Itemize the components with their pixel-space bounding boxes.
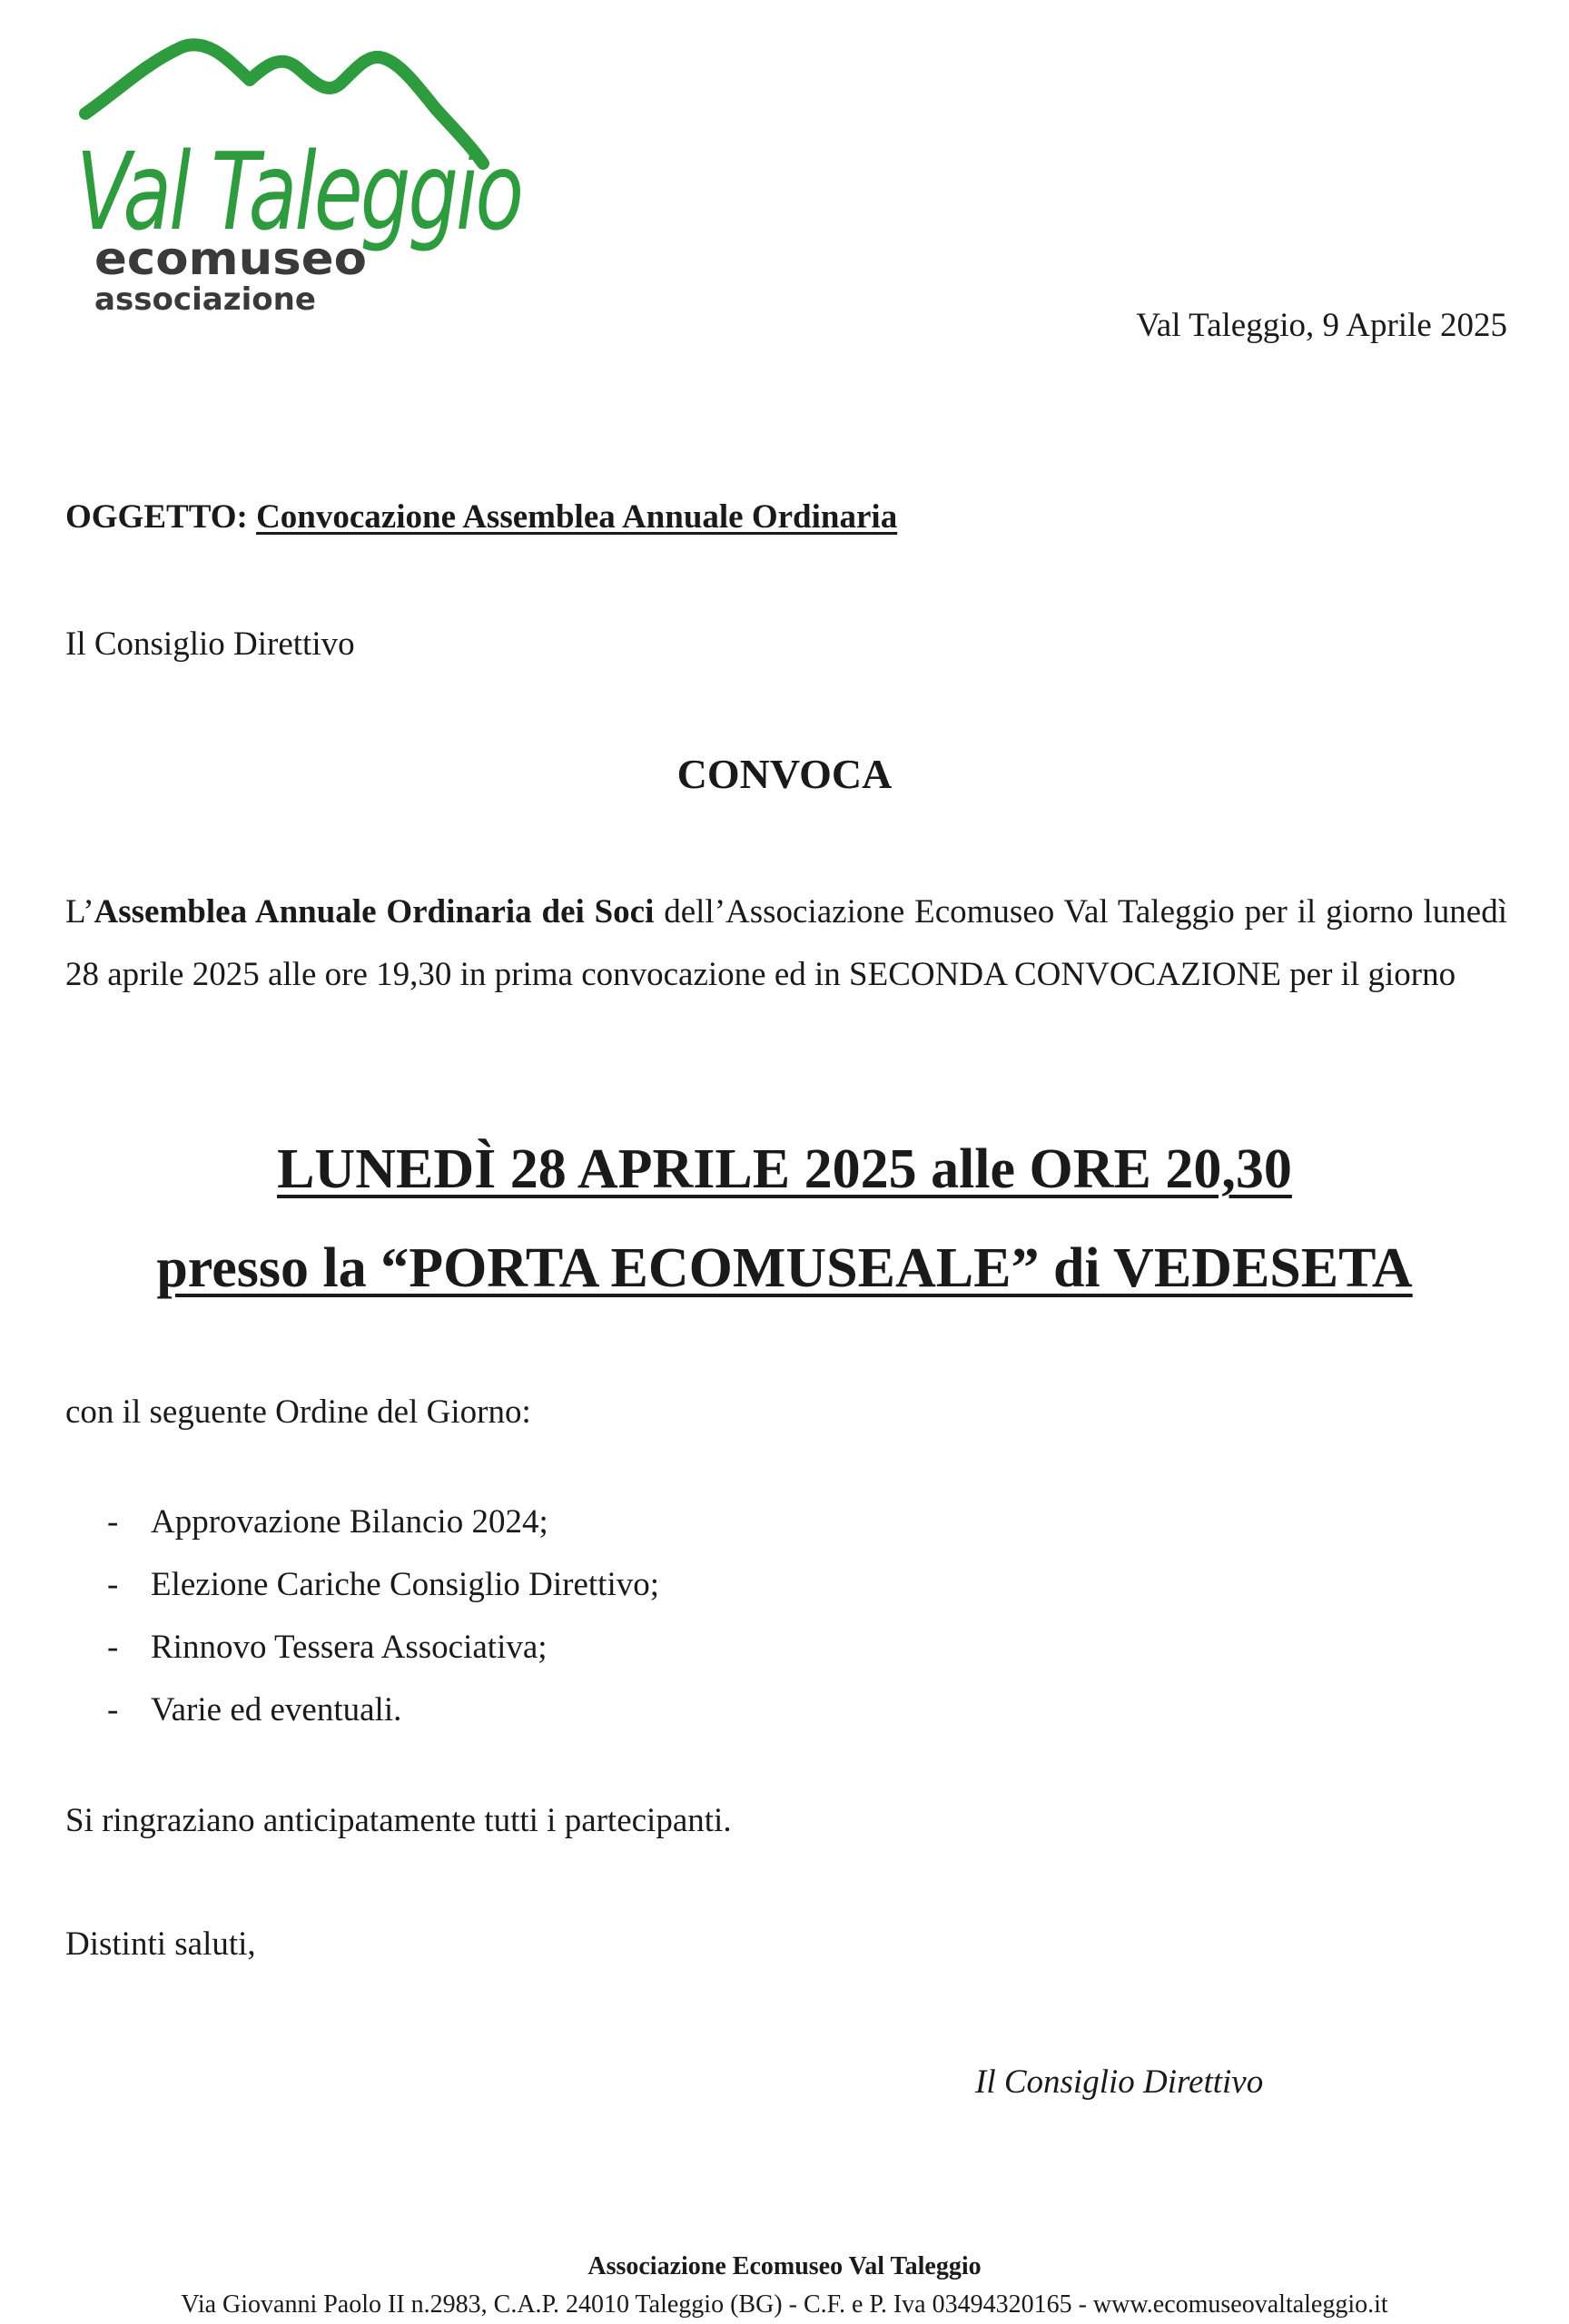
highlight-location <box>0 1236 1569 1301</box>
list-item: - Approvazione Bilancio 2024; <box>107 1503 548 1541</box>
convoca-heading: CONVOCA <box>676 751 893 797</box>
highlight-date-text: LUNEDÌ 28 APRILE 2025 alle ORE 20,30 <box>277 1138 1292 1200</box>
agenda-item-text: Varie ed eventuali. <box>151 1691 402 1728</box>
convocation-paragraph <box>65 881 1507 1006</box>
list-item: - Rinnovo Tessera Associativa; <box>107 1629 548 1666</box>
para-prefix: L’ <box>65 893 94 931</box>
place-date: Val Taleggio, 9 Aprile 2025 <box>1136 307 1507 344</box>
closing: Distinti saluti, <box>65 1925 256 1963</box>
subject-label: OGGETTO: <box>65 498 248 536</box>
agenda-list <box>107 1491 659 1741</box>
list-item: - Varie ed eventuali. <box>107 1691 402 1728</box>
list-item: - Elezione Cariche Consiglio Direttivo; <box>107 1566 660 1603</box>
highlight-date <box>0 1137 1569 1202</box>
footer-address: Via Giovanni Paolo II n.2983, C.A.P. 24010 Taleggio (BG) - C.F. e P. Iva 03494320165 - www.ecomuseovaltaleggio.it <box>181 2290 1388 2319</box>
ecomuseo-logo <box>64 27 554 327</box>
subject-text: Convocazione Assemblea Annuale Ordinaria <box>256 498 898 536</box>
issuer: Il Consiglio Direttivo <box>65 625 355 663</box>
signature: Il Consiglio Direttivo <box>975 2063 1264 2101</box>
agenda-intro: con il seguente Ordine del Giorno: <box>65 1393 531 1431</box>
logo-line2: associazione <box>94 281 316 318</box>
subject-line <box>65 497 897 537</box>
agenda-item-text: Elezione Cariche Consiglio Direttivo; <box>151 1566 660 1603</box>
logo-name: Val Taleggio <box>76 129 521 254</box>
agenda-item-text: Approvazione Bilancio 2024; <box>151 1503 548 1541</box>
thanks: Si ringraziano anticipatamente tutti i partecipanti. <box>65 1802 732 1839</box>
footer-org: Associazione Ecomuseo Val Taleggio <box>587 2252 982 2280</box>
logo-line1: ecomuseo <box>94 232 367 285</box>
agenda-item-text: Rinnovo Tessera Associativa; <box>151 1629 548 1666</box>
highlight-location-text: presso la “PORTA ECOMUSEALE” di VEDESETA <box>156 1237 1413 1299</box>
para-bold: Assemblea Annuale Ordinaria dei Soci <box>94 893 655 931</box>
para-rest: dell’Associazione Ecomuseo Val Taleggio per il giorno lunedì 28 aprile 2025 alle ore 19,30 in prima convocazione ed in SECONDA CONVOCAZIONE per il giorno <box>65 893 1507 993</box>
